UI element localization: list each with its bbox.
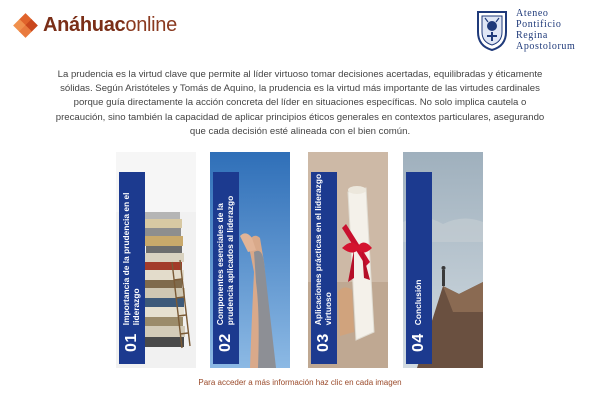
- card-caption: [213, 162, 239, 352]
- brand-light: online: [125, 14, 177, 36]
- anahuac-logo[interactable]: [15, 14, 177, 37]
- click-instruction: Para acceder a más información haz clic en cada imagen: [198, 378, 402, 387]
- card-caption: [311, 162, 337, 352]
- card-label: Componentes esenciales de la prudencia aplicados al liderazgo: [215, 195, 235, 326]
- brand-name: [43, 14, 177, 37]
- seal-line-4: Apostolorum: [516, 41, 576, 52]
- card-label: Aplicaciones prácticas en el liderazgo virtuoso: [313, 173, 333, 326]
- card-label: Conclusión: [413, 279, 424, 326]
- card-componentes[interactable]: [210, 152, 290, 368]
- card-caption: [119, 162, 145, 352]
- card-caption: [406, 162, 432, 352]
- intro-paragraph: La prudencia es la virtud clave que permite al líder virtuoso tomar decisiones acertadas, equilibradas y éticamente sólidas. Según Aristóteles y Tomás de Aquino, la prudencia es la virtud más importante de las virtudes cardinales porque guía directamente la acción concreta del líder en situaciones específicas. No solo implica cautela o precaución, sino también la capacidad de aplicar principios éticos generales en contextos particulares, asegurando que cada decisión esté alineada con el bien común.: [55, 69, 545, 137]
- card-number: 04: [410, 333, 427, 352]
- ateneo-logo[interactable]: [474, 8, 575, 52]
- card-number: 01: [123, 333, 140, 352]
- seal-line-1: Ateneo: [516, 8, 549, 19]
- anahuac-diamond-icon: [15, 15, 37, 37]
- header: [0, 0, 600, 60]
- card-label: Importancia de la prudencia en el liderazgo: [121, 192, 141, 326]
- ateneo-seal-icon: [474, 8, 510, 52]
- seal-line-3: Regina: [516, 30, 548, 41]
- card-conclusion[interactable]: [403, 152, 483, 368]
- card-aplicaciones[interactable]: [308, 152, 388, 368]
- card-importancia[interactable]: [116, 152, 196, 368]
- card-number: 02: [217, 333, 234, 352]
- card-number: 03: [315, 333, 332, 352]
- brand-bold: Anáhuac: [43, 14, 126, 36]
- ateneo-name: [516, 8, 575, 52]
- seal-line-2: Pontificio: [516, 19, 562, 30]
